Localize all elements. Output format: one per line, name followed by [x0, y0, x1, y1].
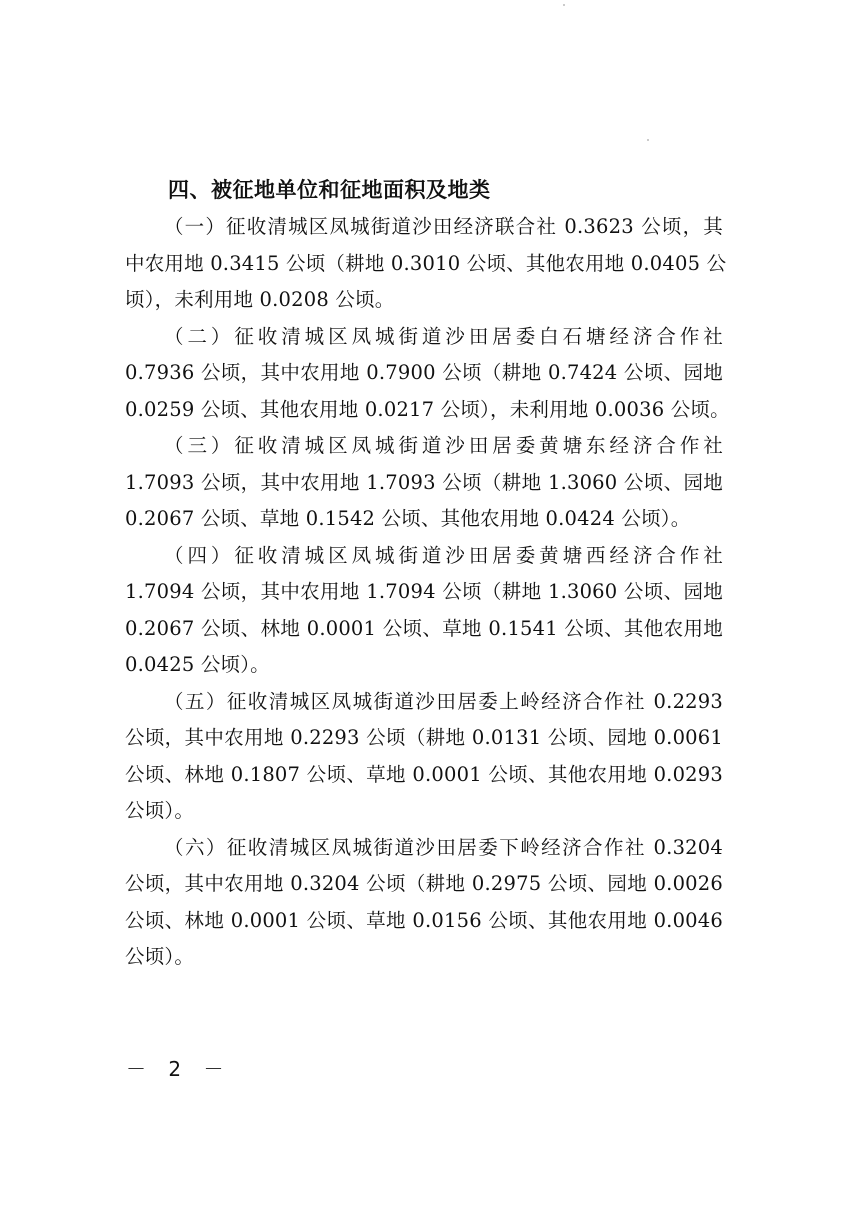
paragraph-line: 公顷、林地 0.1807 公顷、草地 0.0001 公顷、其他农用地 0.0293: [125, 762, 723, 786]
section-heading: 四、被征地单位和征地面积及地类: [168, 178, 491, 202]
paragraph-line: （四）征收清城区凤城街道沙田居委黄塘西经济合作社: [164, 543, 723, 567]
paragraph-line: 0.0259 公顷、其他农用地 0.0217 公顷），未利用地 0.0036 公顷。: [125, 397, 730, 421]
scan-speck: [563, 4, 565, 6]
paragraph-3: [125, 428, 723, 538]
document-body: [125, 172, 730, 976]
paragraph-line: 公顷，其中农用地 0.2293 公顷（耕地 0.0131 公顷、园地 0.0061: [125, 726, 723, 749]
paragraph-line: （五）征收清城区凤城街道沙田居委上岭经济合作社 0.2293: [164, 689, 723, 713]
paragraph-line: （六）征收清城区凤城街道沙田居委下岭经济合作社 0.3204: [164, 835, 723, 859]
paragraph-line: 0.2067 公顷、草地 0.1542 公顷、其他农用地 0.0424 公顷）。: [125, 507, 691, 530]
paragraph-line: 公顷，其中农用地 0.3204 公顷（耕地 0.2975 公顷、园地 0.0026: [125, 872, 723, 895]
paragraph-line: （三）征收清城区凤城街道沙田居委黄塘东经济合作社: [164, 434, 723, 457]
paragraph-line: 公顷）。: [125, 945, 195, 968]
paragraph-6: [125, 830, 723, 976]
paragraph-4: [125, 538, 723, 684]
paragraph-1: [125, 209, 727, 319]
paragraph-5: [125, 684, 723, 830]
paragraph-line: （一）征收清城区凤城街道沙田经济联合社 0.3623 公顷，其: [164, 215, 723, 238]
paragraph-line: 0.0425 公顷）。: [125, 653, 270, 676]
paragraph-line: 1.7093 公顷，其中农用地 1.7093 公顷（耕地 1.3060 公顷、园地: [125, 470, 723, 494]
paragraph-line: 1.7094 公顷，其中农用地 1.7094 公顷（耕地 1.3060 公顷、园地: [125, 580, 723, 603]
paragraph-line: 公顷）。: [125, 799, 195, 822]
paragraph-line: 0.7936 公顷，其中农用地 0.7900 公顷（耕地 0.7424 公顷、园地: [125, 361, 723, 384]
paragraph-line: 中农用地 0.3415 公顷（耕地 0.3010 公顷、其他农用地 0.0405 公: [125, 251, 727, 275]
paragraph-line: 公顷、林地 0.0001 公顷、草地 0.0156 公顷、其他农用地 0.0046: [125, 908, 723, 932]
paragraph-line: 0.2067 公顷、林地 0.0001 公顷、草地 0.1541 公顷、其他农用地: [125, 616, 723, 640]
paragraph-2: [125, 319, 730, 429]
page-number: － 2 －: [126, 1057, 232, 1081]
paragraph-line: 顷），未利用地 0.0208 公顷。: [125, 288, 395, 311]
paragraph-line: （二）征收清城区凤城街道沙田居委白石塘经济合作社: [164, 324, 723, 348]
scan-speck: [647, 139, 649, 141]
